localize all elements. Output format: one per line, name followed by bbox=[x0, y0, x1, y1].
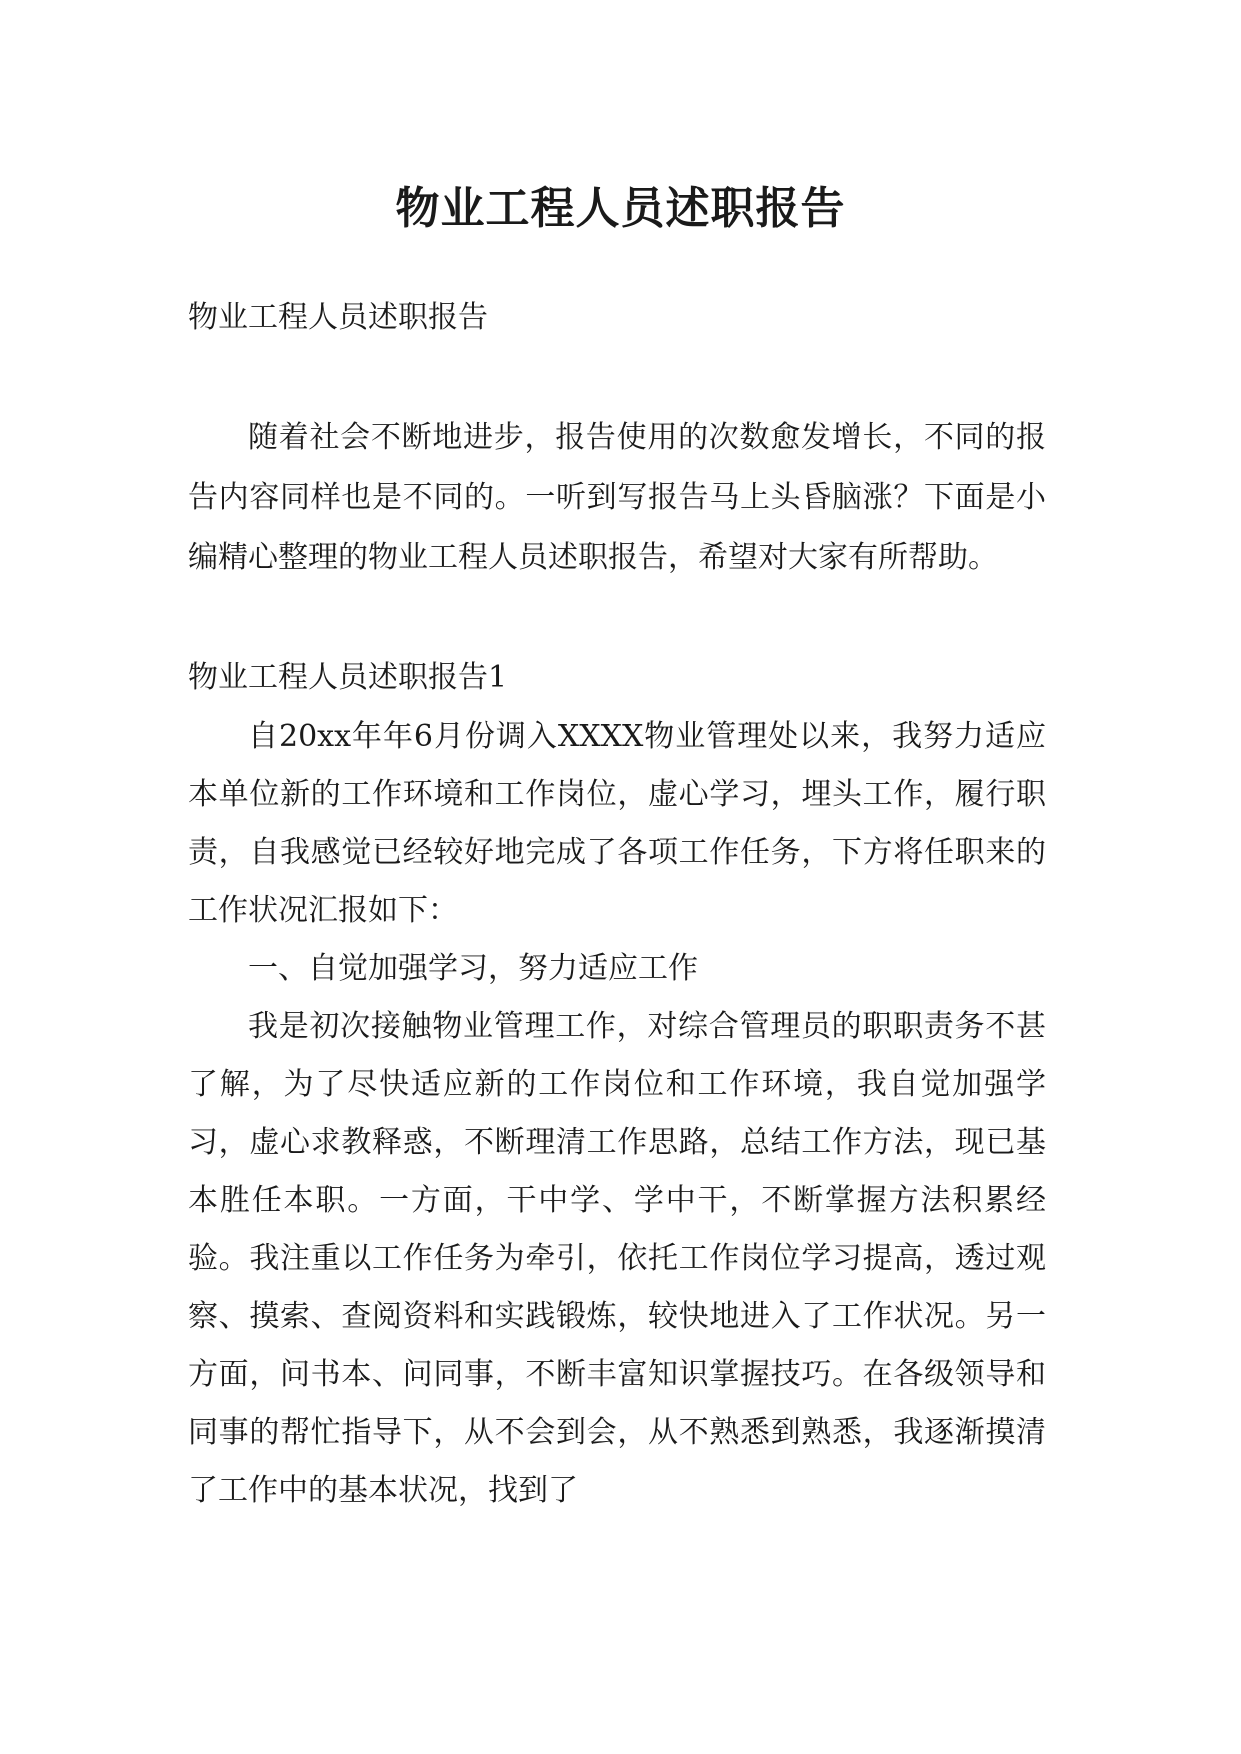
document-subtitle: 物业工程人员述职报告 bbox=[188, 300, 488, 335]
body-paragraph: 我是初次接触物业管理工作，对综合管理员的职职责务不甚了解，为了尽快适应新的工作岗位和工作环境，我自觉加强学习，虚心求教释惑，不断理清工作思路，总结工作方法，现已基本胜任本职。一方面，干中学、学中干，不断掌握方法积累经验。我注重以工作任务为牵引，依托工作岗位学习提高，透过观察、摸索、查阅资料和实践锻炼，较快地进入了工作状况。另一方面，问书本、问同事，不断丰富知识掌握技巧。在各级领导和同事的帮忙指导下，从不会到会，从不熟悉到熟悉，我逐渐摸清了工作中的基本状况，找到了 bbox=[188, 1009, 1046, 1508]
document-title: 物业工程人员述职报告 bbox=[395, 183, 846, 235]
document-body bbox=[188, 288, 1046, 1520]
point-heading: 一、自觉加强学习，努力适应工作 bbox=[248, 951, 698, 986]
body-paragraph: 自20xx年年6月份调入XXXX物业管理处以来，我努力适应本单位新的工作环境和工作岗位，虚心学习，埋头工作，履行职责，自我感觉已经较好地完成了各项工作任务，下方将任职来的工作状况汇报如下： bbox=[188, 719, 1046, 928]
section-heading: 物业工程人员述职报告1 bbox=[188, 660, 508, 695]
intro-paragraph: 随着社会不断地进步，报告使用的次数愈发增长，不同的报告内容同样也是不同的。一听到写报告马上头昏脑涨？下面是小编精心整理的物业工程人员述职报告，希望对大家有所帮助。 bbox=[188, 420, 1046, 575]
